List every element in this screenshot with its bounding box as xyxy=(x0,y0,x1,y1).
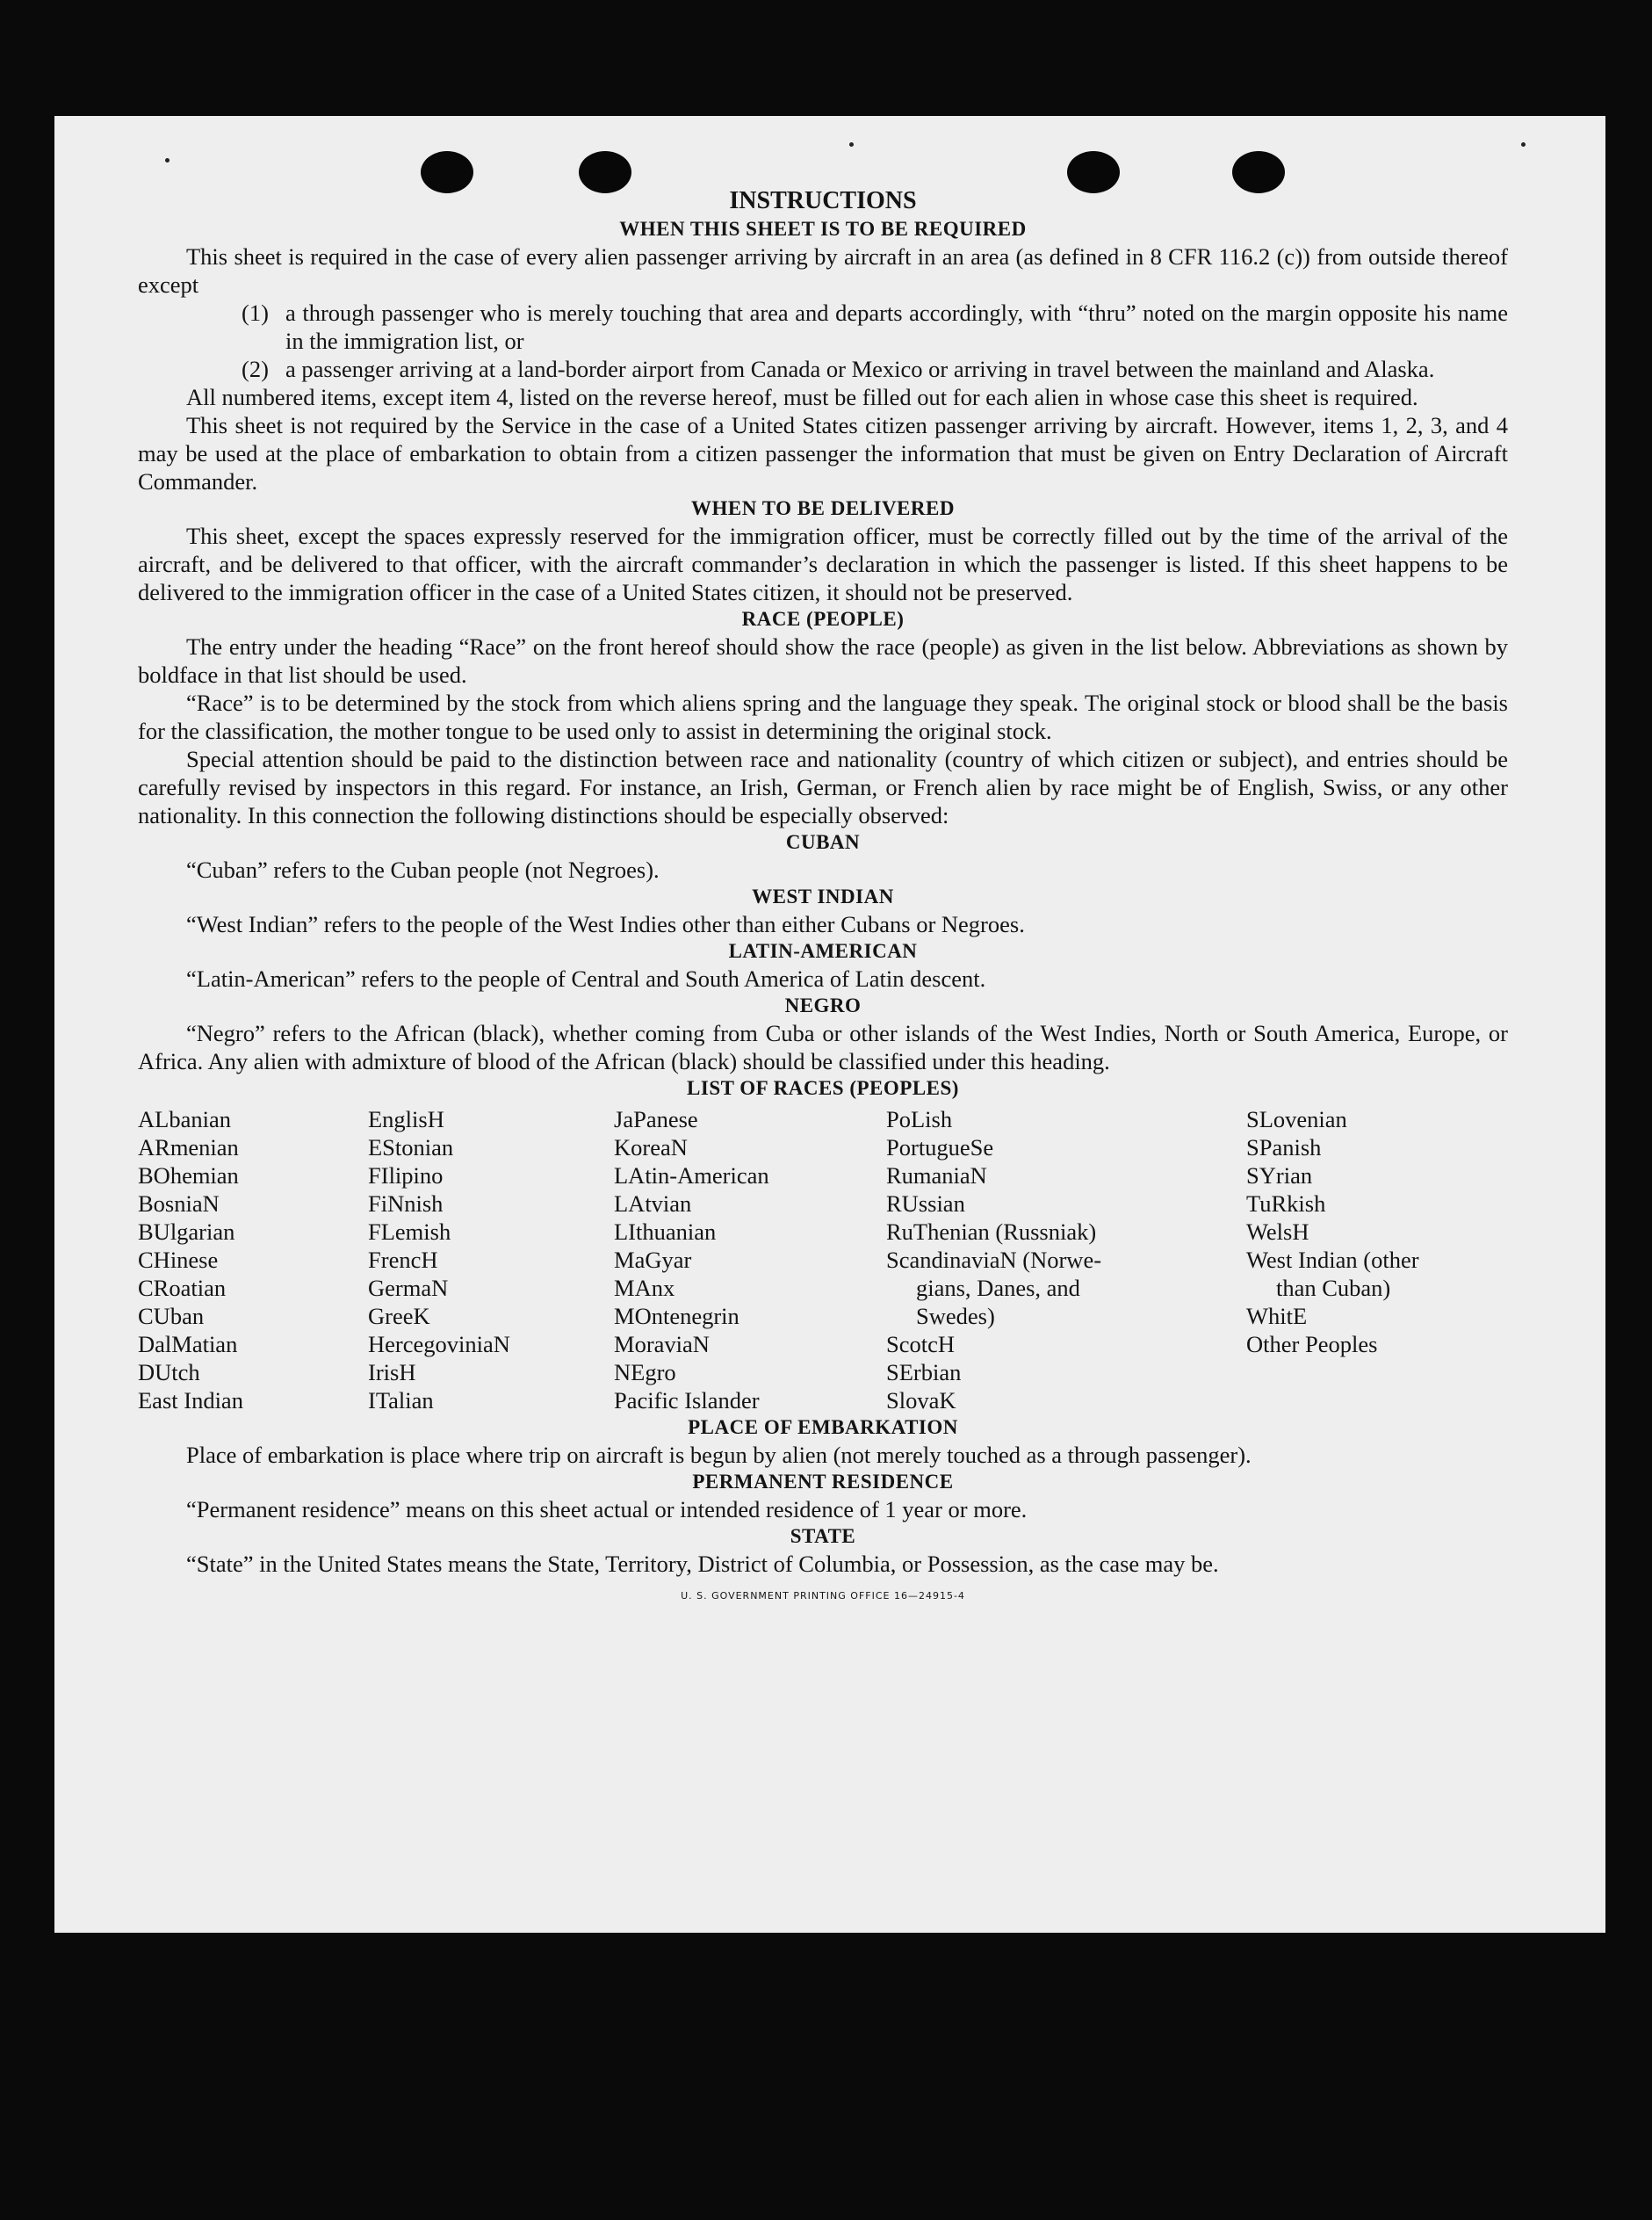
paragraph: This sheet is not required by the Service in the case of a United States citizen passenger arriving by aircraft. However, items 1, 2, 3, and 4 may be used at the place of embarkation to obtain from a citizen passenger the information that must be given on Entry Declaration of Aircraft Commander. xyxy=(138,412,1508,495)
paragraph: “West Indian” refers to the people of the West Indies other than either Cubans or Negroes. xyxy=(186,911,1025,937)
race-entry: MaGyar xyxy=(614,1247,692,1273)
race-entry: SYrian xyxy=(1246,1162,1313,1189)
race-entry: EStonian xyxy=(368,1134,454,1161)
race-entry: RumaniaN xyxy=(886,1162,987,1189)
race-entry: ARmenian xyxy=(138,1134,239,1161)
race-entry: Pacific Islander xyxy=(614,1387,760,1414)
race-entry: KoreaN xyxy=(614,1134,688,1161)
paragraph: “State” in the United States means the State, Territory, District of Columbia, or Possession, as the case may be. xyxy=(186,1551,1219,1577)
race-entry: WelsH xyxy=(1246,1218,1309,1245)
races-column xyxy=(614,1105,886,1414)
section-heading: RACE (PEOPLE) xyxy=(741,608,905,630)
paragraph: The entry under the heading “Race” on the front hereof should show the race (people) as given in the list below. Abbreviations as shown by boldface in that list should be used. xyxy=(138,633,1508,688)
race-entry: SErbian xyxy=(886,1359,962,1385)
race-entry: MoraviaN xyxy=(614,1331,710,1357)
paragraph: “Latin-American” refers to the people of Central and South America of Latin descent. xyxy=(186,965,986,992)
list-item xyxy=(242,299,1508,355)
page-title: INSTRUCTIONS xyxy=(729,187,917,214)
race-entry: PortugueSe xyxy=(886,1134,994,1161)
race-entry: ALbanian xyxy=(138,1106,231,1132)
section-heading: NEGRO xyxy=(784,994,862,1016)
race-entry: LIthuanian xyxy=(614,1218,717,1245)
race-entry: WhitE xyxy=(1246,1303,1308,1329)
race-entry: BOhemian xyxy=(138,1162,239,1189)
races-column xyxy=(138,1105,368,1414)
race-entry: Other Peoples xyxy=(1246,1331,1378,1357)
race-entry: BosniaN xyxy=(138,1190,220,1217)
printer-footer: U. S. GOVERNMENT PRINTING OFFICE 16—24915-4 xyxy=(681,1590,965,1602)
race-entry: DalMatian xyxy=(138,1331,238,1357)
section-heading: PLACE OF EMBARKATION xyxy=(688,1416,958,1438)
race-entry: GermaN xyxy=(368,1275,449,1301)
race-entry: West Indian (other xyxy=(1246,1247,1419,1273)
section-heading: PERMANENT RESIDENCE xyxy=(692,1471,954,1493)
speck xyxy=(165,158,170,163)
race-entry: CRoatian xyxy=(138,1275,227,1301)
item-text: a passenger arriving at a land-border airport from Canada or Mexico or arriving in travel between the mainland and Alaska. xyxy=(285,356,1435,382)
document-sheet xyxy=(54,116,1605,1933)
paragraph: “Cuban” refers to the Cuban people (not Negroes). xyxy=(186,857,660,883)
race-entry: SPanish xyxy=(1246,1134,1322,1161)
race-entry: Swedes) xyxy=(916,1303,995,1329)
race-entry: than Cuban) xyxy=(1276,1275,1391,1301)
paragraph: “Permanent residence” means on this sheet actual or intended residence of 1 year or more. xyxy=(186,1496,1028,1522)
item-text: a through passenger who is merely touching that area and departs accordingly, with “thru” noted on the margin opposite his name in the immigration list, or xyxy=(285,300,1508,354)
race-entry: ScandinaviaN (Norwe- xyxy=(886,1247,1102,1273)
race-entry: MOntenegrin xyxy=(614,1303,739,1329)
race-entry: ITalian xyxy=(368,1387,434,1414)
race-entry: NEgro xyxy=(614,1359,676,1385)
race-entry: GreeK xyxy=(368,1303,430,1329)
races-column xyxy=(1246,1105,1508,1414)
paragraph: Special attention should be paid to the distinction between race and nationality (country of which citizen or subject), and entries should be carefully revised by inspectors in this regard. For instance, an Irish, German, or French alien by race might be of English, Swiss, or any other nationality. In this connection the following distinctions should be especially observed: xyxy=(138,746,1508,828)
race-entry: LAtvian xyxy=(614,1190,692,1217)
paragraph: All numbered items, except item 4, listed on the reverse hereof, must be filled out for each alien in whose case this sheet is required. xyxy=(186,384,1418,410)
instructions-content xyxy=(138,186,1508,1602)
race-entry: EnglisH xyxy=(368,1106,444,1132)
race-entry: gians, Danes, and xyxy=(916,1275,1080,1301)
race-entry: IrisH xyxy=(368,1359,416,1385)
paragraph: “Negro” refers to the African (black), whether coming from Cuba or other islands of the West Indies, North or South America, Europe, or Africa. Any alien with admixture of blood of the African (black) should be classified under this heading. xyxy=(138,1020,1508,1074)
section-heading: STATE xyxy=(790,1525,856,1547)
paragraph: This sheet, except the spaces expressly reserved for the immigration officer, must be correctly filled out by the time of the arrival of the aircraft, and be delivered to that officer, with the aircraft commander’s declaration in which the passenger is listed. If this sheet happens to be delivered to the immigration officer in the case of a United States citizen, it should not be preserved. xyxy=(138,523,1508,605)
races-column xyxy=(368,1105,614,1414)
section-heading: WHEN THIS SHEET IS TO BE REQUIRED xyxy=(619,218,1027,240)
race-entry: FrencH xyxy=(368,1247,438,1273)
race-entry: ScotcH xyxy=(886,1331,956,1357)
item-number: (1) xyxy=(242,300,269,326)
item-number: (2) xyxy=(242,356,269,382)
race-entry: LAtin-American xyxy=(614,1162,769,1189)
race-entry: MAnx xyxy=(614,1275,675,1301)
section-heading: WEST INDIAN xyxy=(752,886,894,908)
race-entry: FLemish xyxy=(368,1218,451,1245)
race-entry: DUtch xyxy=(138,1359,200,1385)
speck xyxy=(1521,142,1526,147)
race-entry: RuThenian (Russniak) xyxy=(886,1218,1097,1245)
section-heading: LATIN-AMERICAN xyxy=(728,940,918,962)
race-entry: BUlgarian xyxy=(138,1218,235,1245)
race-entry: SlovaK xyxy=(886,1387,956,1414)
race-entry: East Indian xyxy=(138,1387,243,1414)
section-heading: CUBAN xyxy=(785,831,861,853)
list-item xyxy=(242,355,1508,383)
paragraph: Place of embarkation is place where trip on aircraft is begun by alien (not merely touched as a through passenger). xyxy=(186,1442,1252,1468)
race-entry: SLovenian xyxy=(1246,1106,1347,1132)
race-entry: JaPanese xyxy=(614,1106,698,1132)
section-heading: WHEN TO BE DELIVERED xyxy=(691,497,955,519)
paragraph: “Race” is to be determined by the stock from which aliens spring and the language they speak. The original stock or blood shall be the basis for the classification, the mother tongue to be used only to assist in determining the original stock. xyxy=(138,690,1508,744)
race-entry: RUssian xyxy=(886,1190,965,1217)
race-entry: FiNnish xyxy=(368,1190,444,1217)
race-entry: CUban xyxy=(138,1303,205,1329)
race-entry: HercegoviniaN xyxy=(368,1331,510,1357)
races-list xyxy=(138,1105,1508,1414)
race-entry: TuRkish xyxy=(1246,1190,1326,1217)
race-entry: CHinese xyxy=(138,1247,219,1273)
speck xyxy=(849,142,854,147)
race-entry: FIlipino xyxy=(368,1162,444,1189)
race-entry: PoLish xyxy=(886,1106,953,1132)
section-heading: LIST OF RACES (PEOPLES) xyxy=(687,1077,959,1099)
races-column xyxy=(886,1105,1246,1414)
paragraph: This sheet is required in the case of every alien passenger arriving by aircraft in an area (as defined in 8 CFR 116.2 (c)) from outside thereof except xyxy=(138,243,1508,298)
